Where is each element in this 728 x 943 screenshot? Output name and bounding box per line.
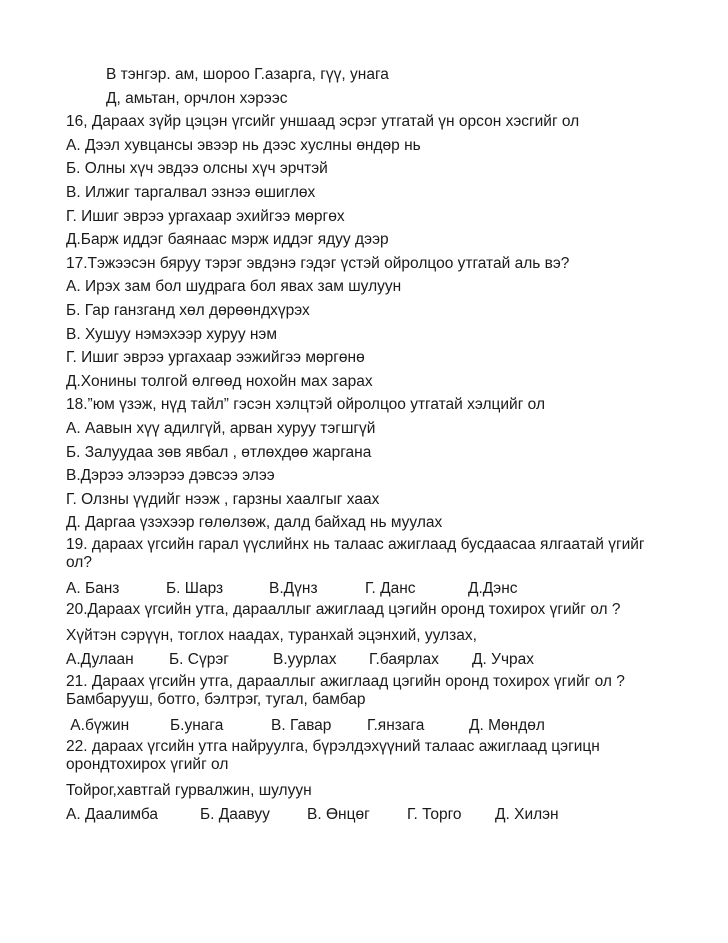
answer-option: В.Дүнз bbox=[269, 579, 318, 597]
answer-option: А.бүжин bbox=[66, 716, 130, 734]
answer-option: Д.Барж иддэг баянаас мэрж иддэг ядуу дээр bbox=[66, 231, 389, 249]
options-row-20 bbox=[66, 649, 668, 673]
text-line: Д, амьтан, орчлон хэрээс bbox=[106, 89, 288, 107]
answer-option: Г. Олзны үүдийг нээж , гарзны хаалгыг хаах bbox=[66, 490, 380, 508]
answer-option: Д. Учрах bbox=[472, 651, 535, 669]
answer-option: Д. Хилэн bbox=[495, 805, 559, 823]
answer-option: Б. Шарз bbox=[166, 579, 224, 597]
answer-option: Б. Залуудаа зөв явбал , өтлөхдөө жаргана bbox=[66, 443, 372, 461]
answer-option: Г.баярлах bbox=[369, 651, 439, 669]
answer-option: Д.Дэнс bbox=[468, 579, 518, 597]
answer-option: В. Илжиг таргалвал эзнээ өшиглөх bbox=[66, 183, 316, 201]
answer-option: Д.Хонины толгой өлгөөд нохойн мах зарах bbox=[66, 372, 373, 390]
answer-option: А. Дээл хувцансы эвээр нь дээс хуслны өндөр нь bbox=[66, 136, 421, 154]
answer-option: А. Ирэх зам бол шудрага бол явах зам шулуун bbox=[66, 278, 402, 296]
answer-option: В.Дэрээ элээрээ дэвсээ элээ bbox=[66, 467, 275, 485]
text-line: Хүйтэн сэрүүн, тоглох наадах, туранхай эцэнхий, уулзах, bbox=[66, 627, 477, 645]
answer-option: В. Өнцөг bbox=[307, 805, 370, 823]
answer-option: В. Гавар bbox=[271, 716, 332, 734]
options-row-21 bbox=[66, 715, 668, 739]
answer-option: Г. Торго bbox=[407, 805, 462, 823]
question-17: 17.Тэжээсэн бяруу тэрэг эвдэнэ гэдэг үстэй ойролцоо утгатай аль вэ? bbox=[66, 254, 570, 272]
question-20: 20.Дараах үгсийн утга, дарааллыг ажиглаад цэгийн оронд тохирох үгийг ол ? bbox=[66, 601, 621, 619]
answer-option: Г.янзага bbox=[367, 716, 425, 734]
answer-option: Г. Ишиг эврээ ургахаар эхийгээ мөргөх bbox=[66, 207, 345, 225]
question-19: 19. дараах үгсийн гарал үүслийнх нь талаас ажиглаад бусдаасаа ялгаатай үгийг ол? bbox=[66, 535, 645, 571]
text-line: В тэнгэр. ам, шороо Г.азарга, гүү, унага bbox=[106, 66, 389, 83]
answer-option: Г. Ишиг эврээ ургахаар ээжийгээ мөргөнө bbox=[66, 349, 365, 367]
answer-option: Б. Сүрэг bbox=[169, 651, 229, 669]
options-row-19 bbox=[66, 578, 668, 602]
question-22: 22. дараах үгсийн утга найруулга, бүрэлдэхүүний талаас ажиглаад цэгицн орондтохирох үгийг ол bbox=[66, 738, 600, 774]
answer-option: Г. Данс bbox=[365, 579, 416, 597]
text-line: Тойрог,хавтгай гурвалжин, шулуун bbox=[66, 782, 312, 800]
answer-option: А. Банз bbox=[66, 579, 120, 597]
answer-option: А. Аавын хүү адилгүй, арван хуруу тэгшгүй bbox=[66, 419, 376, 437]
answer-option: А. Даалимба bbox=[66, 805, 159, 823]
answer-option: В.уурлах bbox=[273, 651, 337, 669]
answer-option: В. Хушуу нэмэхээр хуруу нэм bbox=[66, 325, 277, 343]
answer-option: Б.унага bbox=[170, 716, 224, 734]
answer-option: Д. Даргаа үзэхээр гөлөлзөж, далд байхад нь муулах bbox=[66, 514, 443, 532]
question-16: 16, Дараах зүйр цэцэн үгсийг уншаад эсрэг утгатай үн орсон хэсгийг ол bbox=[66, 113, 580, 131]
answer-option: Б. Даавуу bbox=[200, 805, 270, 823]
question-21: 21. Дараах үгсийн утга, дарааллыг ажиглаад цэгийн оронд тохирох үгийг ол ? Бамбарууш, ботго, бэлтрэг, тугал, бамбар bbox=[66, 672, 625, 708]
answer-option: Б. Гар ганзганд хөл дөрөөндхүрэх bbox=[66, 301, 310, 319]
answer-option: Б. Олны хүч эвдээ олсны хүч эрчтэй bbox=[66, 160, 328, 178]
options-row-22 bbox=[66, 804, 668, 828]
answer-option: А.Дулаан bbox=[66, 651, 134, 669]
question-18: 18.”юм үзэж, нүд тайл” гэсэн хэлцтэй ойролцоо утгатай хэлцийг ол bbox=[66, 396, 545, 414]
answer-option: Д. Мөндөл bbox=[469, 716, 545, 734]
